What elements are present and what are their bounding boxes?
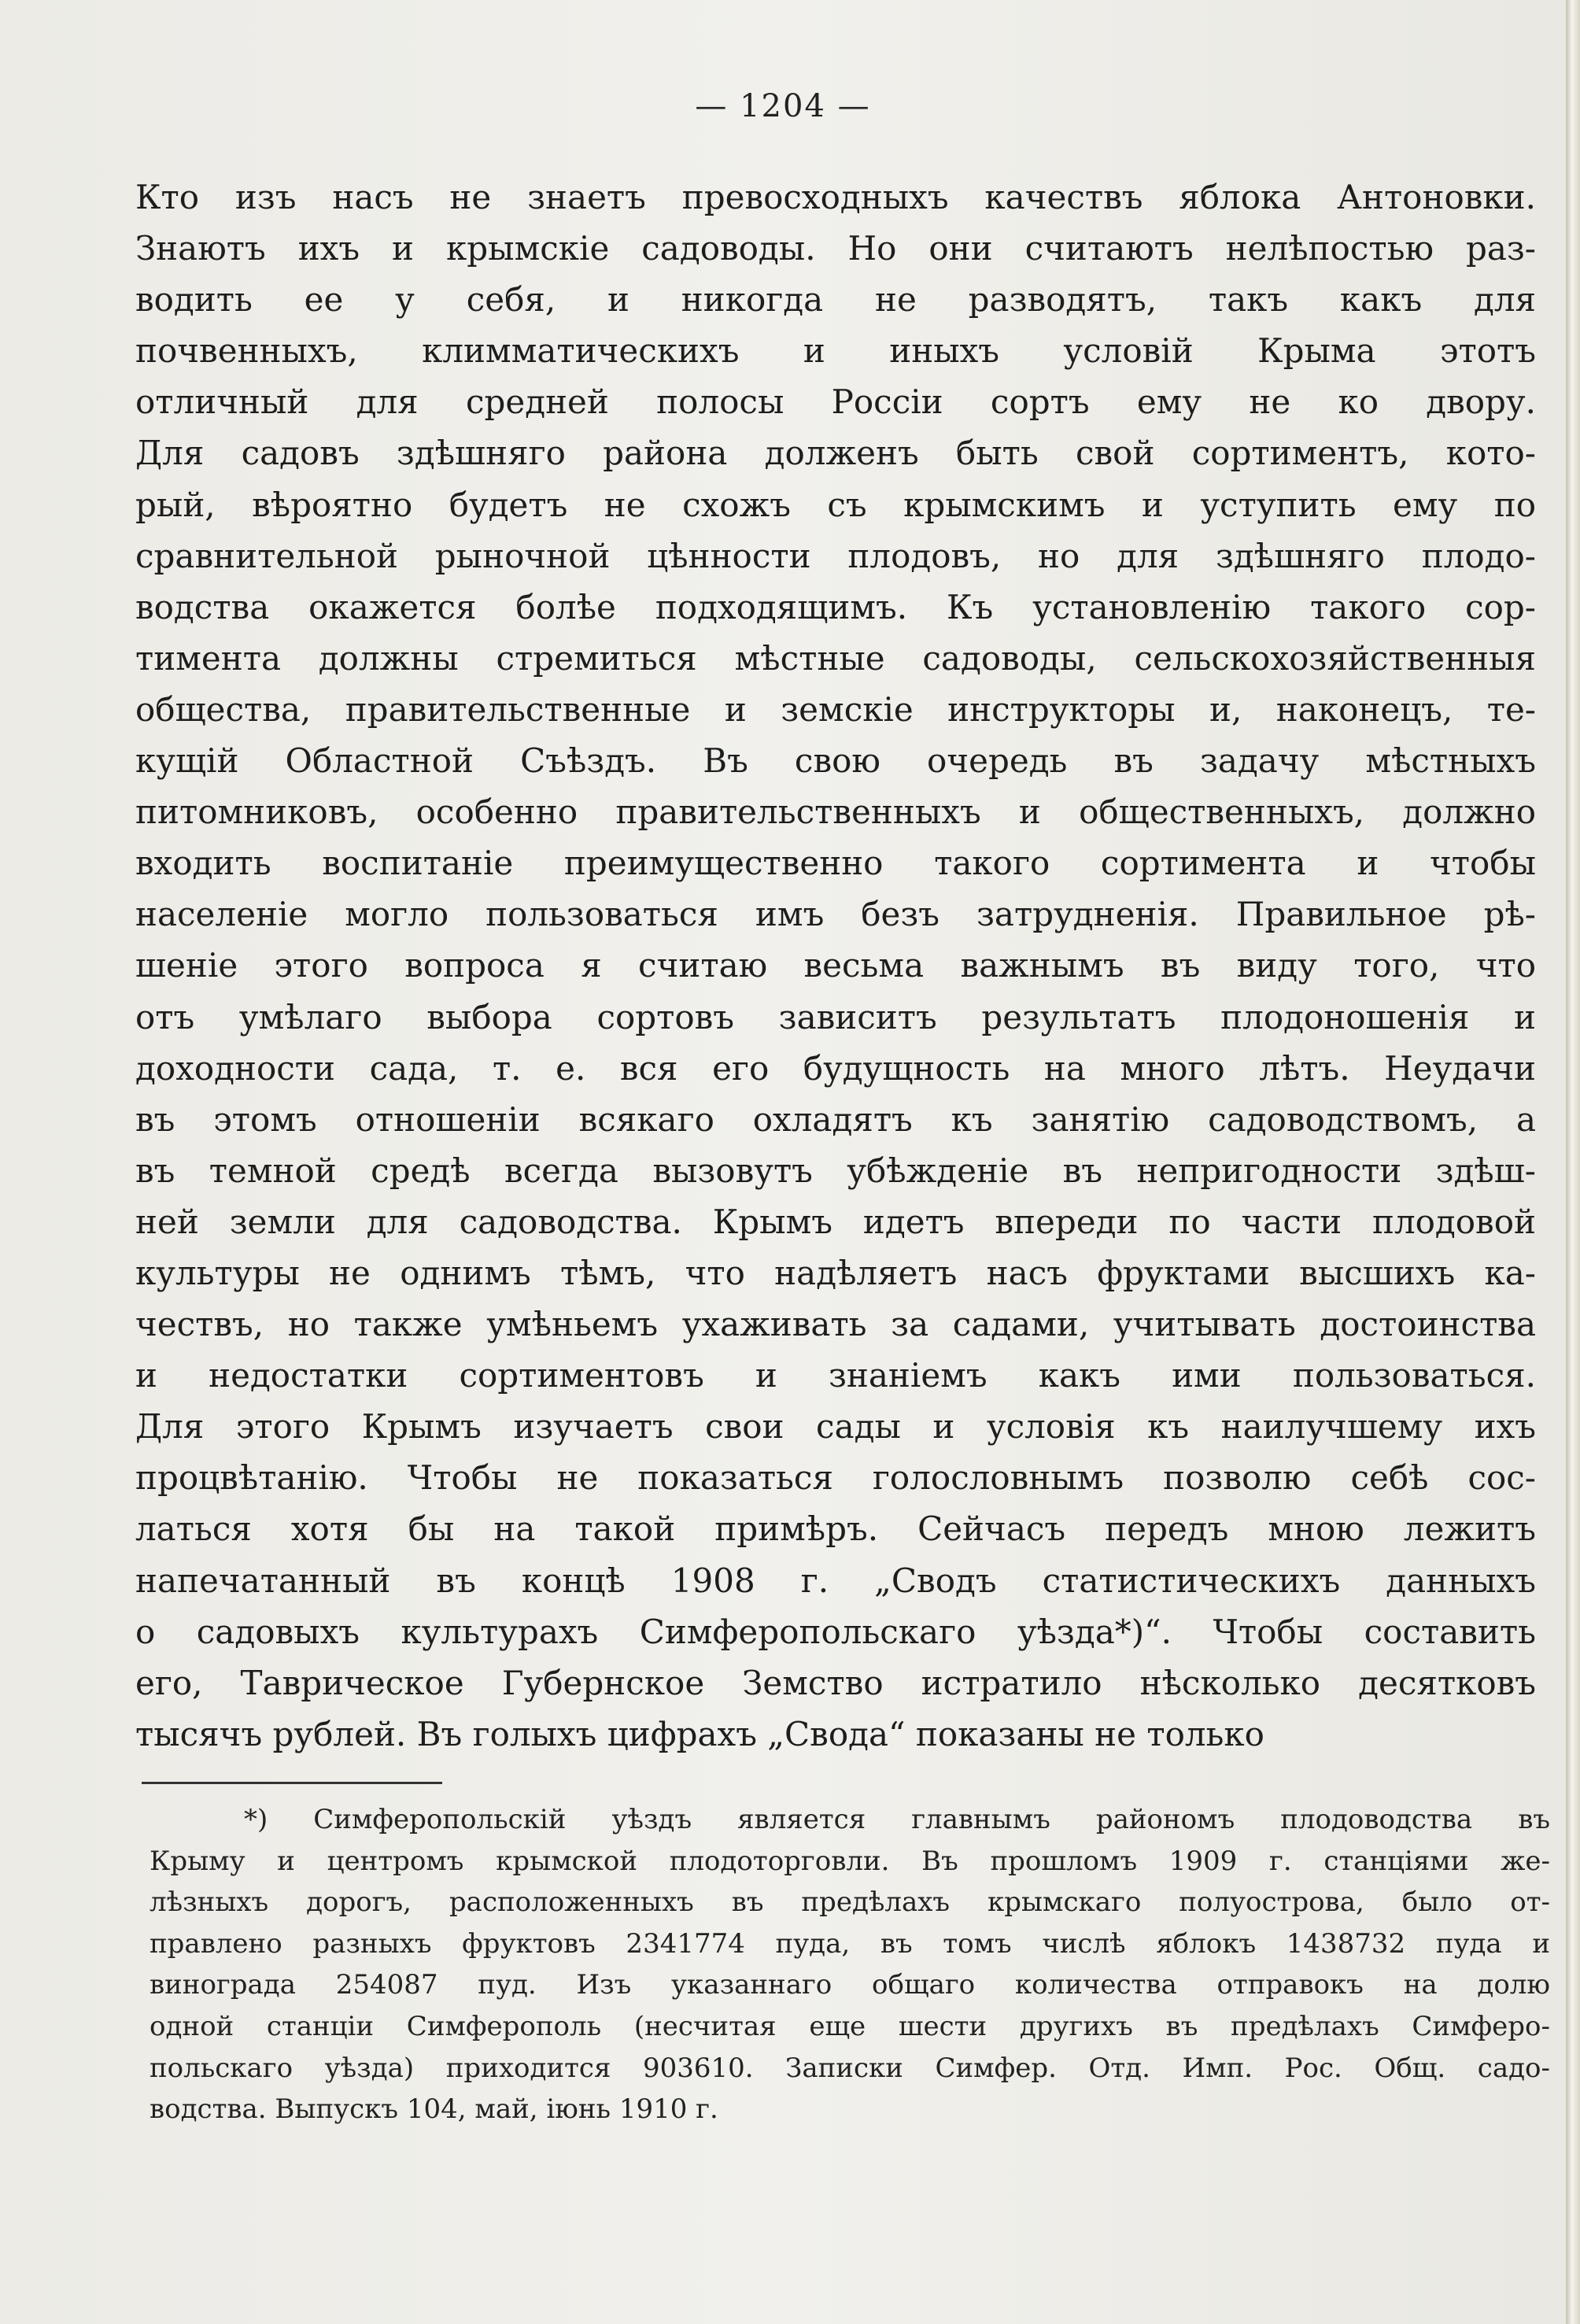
- text-line: доходности сада, т. е. вся его будущность на много лѣтъ. Неудачи: [135, 1048, 1536, 1088]
- main-text: [135, 172, 1536, 1760]
- text-line: въ темной средѣ всегда вызовутъ убѣжденіе въ непригодности здѣш-: [135, 1151, 1536, 1190]
- text-line: Для этого Крымъ изучаетъ свои сады и условія къ наилучшему ихъ: [135, 1407, 1536, 1446]
- text-line: общества, правительственные и земскіе инструкторы и, наконецъ, те-: [135, 689, 1536, 729]
- text-line: его, Таврическое Губернское Земство истратило нѣсколько десятковъ: [135, 1663, 1536, 1702]
- text-line: водить ее у себя, и никогда не разводятъ, такъ какъ для: [135, 280, 1536, 320]
- footnote-line: правлено разныхъ фруктовъ 2341774 пуда, въ томъ числѣ яблокъ 1438732 пуда и: [150, 1927, 1550, 1960]
- text-line: Кто изъ насъ не знаетъ превосходныхъ качествъ яблока Антоновки.: [135, 178, 1536, 216]
- text-line: почвенныхъ, климматическихъ и иныхъ условій Крыма этотъ: [135, 331, 1536, 371]
- footnote-line: *) Симферопольскій уѣздъ является главнымъ райономъ плодоводства въ: [244, 1804, 1550, 1835]
- footnote-line: лѣзныхъ дорогъ, расположенныхъ въ предѣлахъ крымскаго полуострова, было от-: [150, 1886, 1550, 1919]
- text-line: о садовыхъ культурахъ Симферопольскаго уѣзда*)“. Чтобы составить: [135, 1612, 1536, 1651]
- footnote-line: Крыму и центромъ крымской плодоторговли. Въ прошломъ 1909 г. станціями же-: [150, 1845, 1550, 1877]
- footnote-line: винограда 254087 пуд. Изъ указаннаго общаго количества отправокъ на долю: [150, 1969, 1550, 2001]
- text-line: и недостатки сортиментовъ и знаніемъ какъ ими пользоваться.: [135, 1356, 1536, 1395]
- text-line: отъ умѣлаго выбора сортовъ зависитъ результатъ плодоношенія и: [135, 997, 1536, 1036]
- footnote-line: одной станціи Симферополь (несчитая еще шести другихъ въ предѣлахъ Симферо-: [150, 2010, 1550, 2042]
- footnote-line: польскаго уѣзда) приходится 903610. Записки Симфер. Отд. Имп. Рос. Общ. садо-: [150, 2052, 1550, 2084]
- text-line: отличный для средней полосы Россіи сортъ ему не ко двору.: [135, 382, 1536, 422]
- text-line: питомниковъ, особенно правительственныхъ и общественныхъ, должно: [135, 793, 1536, 832]
- text-line: процвѣтанію. Чтобы не показаться голословнымъ позволю себѣ сос-: [135, 1458, 1536, 1498]
- text-line: напечатанный въ концѣ 1908 г. „Сводъ статистическихъ данныхъ: [135, 1561, 1536, 1600]
- text-line: Знаютъ ихъ и крымскіе садоводы. Но они считаютъ нелѣпостью раз-: [135, 229, 1536, 268]
- text-line: населеніе могло пользоваться имъ безъ затрудненія. Правильное рѣ-: [135, 895, 1536, 934]
- text-line: входить воспитаніе преимущественно такого сортимента и чтобы: [135, 844, 1536, 883]
- text-line: въ этомъ отношеніи всякаго охладятъ къ занятію садоводствомъ, а: [135, 1099, 1536, 1139]
- text-line: культуры не однимъ тѣмъ, что надѣляетъ насъ фруктами высшихъ ка-: [135, 1253, 1536, 1292]
- text-line: тысячъ рублей. Въ голыхъ цифрахъ „Свода“ показаны не только: [135, 1714, 1264, 1753]
- text-line: чествъ, но также умѣньемъ ухаживать за садами, учитывать достоинства: [135, 1305, 1536, 1344]
- text-line: латься хотя бы на такой примѣръ. Сейчасъ передъ мною лежитъ: [135, 1509, 1536, 1549]
- text-line: шеніе этого вопроса я считаю весьма важнымъ въ виду того, что: [135, 946, 1536, 985]
- text-line: ней земли для садоводства. Крымъ идетъ впереди по части плодовой: [135, 1202, 1536, 1241]
- page-edge: [1566, 0, 1580, 2324]
- footnote-divider: [142, 1782, 442, 1784]
- text-line: сравнительной рыночной цѣнности плодовъ, но для здѣшняго плодо-: [135, 536, 1536, 575]
- page-number: — 1204 —: [695, 88, 871, 124]
- text-line: Для садовъ здѣшняго района долженъ быть свой сортиментъ, кото-: [135, 434, 1536, 473]
- text-line: рый, вѣроятно будетъ не схожъ съ крымскимъ и уступить ему по: [135, 485, 1536, 524]
- text-line: кущій Областной Съѣздъ. Въ свою очередь въ задачу мѣстныхъ: [135, 741, 1536, 781]
- text-line: водства окажется болѣе подходящимъ. Къ установленію такого сор-: [135, 587, 1536, 626]
- footnote: [150, 1799, 1550, 2130]
- text-line: тимента должны стремиться мѣстные садоводы, сельскохозяйственныя: [135, 638, 1536, 678]
- footnote-line: водства. Выпускъ 104, май, іюнь 1910 г.: [150, 2093, 718, 2126]
